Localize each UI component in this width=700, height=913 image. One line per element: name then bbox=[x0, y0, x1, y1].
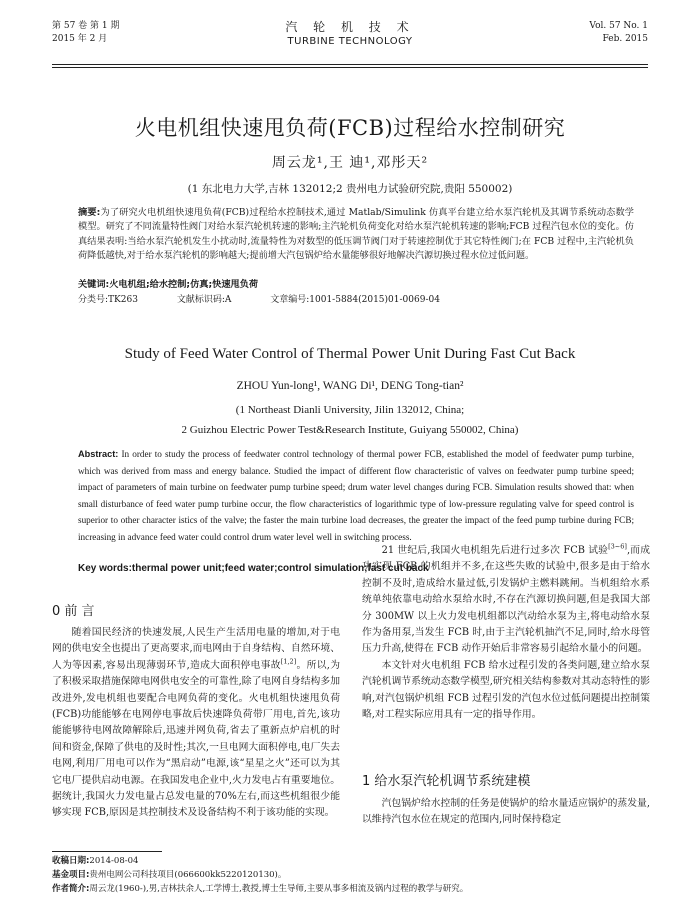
document-code: 文献标识码:A bbox=[176, 295, 232, 305]
keywords-cn-label: 关键词: bbox=[78, 279, 110, 290]
received-label: 收稿日期: bbox=[52, 856, 90, 866]
right-paragraph-1 bbox=[362, 543, 650, 658]
affiliation-en-1: (1 Northeast Dianli University, Jilin 132012, China; bbox=[235, 404, 465, 416]
paper-title-cn: 火电机组快速甩负荷(FCB)过程给水控制研究 bbox=[134, 116, 566, 140]
paragraph-text-cont: 。所以,为了积极采取措施保障电网供电安全的可靠性,除了电网自身结构多加改进外,发电机组也要配合电网负荷的变化。火电机组快速甩负荷(FCB)功能能够在电网停电事故后快速降负荷带厂用电,首先,该功能能够待电网故障解除后,迅速并网负荷,省去了重新点炉启机的时间和资金,保障了供电的及时性;其次,一旦电网大面积停电,电厂失去电网,利用厂用电可以作为“黑启动”电源,该“星星之火”还可以为其它电厂提供启动电源。在我国发电企业中,火力发电占有重要地位。据统计,我国火力发电量占总发电量的70%左右,而这些机组很少能够实现 FCB,原因是其控制技术及设备结构不利于该功能的实现。 bbox=[52, 659, 340, 819]
section-1-body bbox=[362, 796, 650, 829]
footnote-fund bbox=[52, 869, 648, 882]
author-bio-text: 周云龙(1960-),男,吉林扶余人,工学博士,教授,博士生导师,主要从事多相流及锅内过程的教学与研究。 bbox=[89, 884, 469, 894]
footnote-received bbox=[52, 855, 648, 868]
journal-name-cn: 汽 轮 机 技 术 bbox=[285, 20, 415, 34]
affiliation-en-2: 2 Guizhou Electric Power Test&Research Institute, Guiyang 550002, China) bbox=[181, 424, 519, 436]
abstract-en-label: Abstract: bbox=[78, 449, 119, 459]
authors-en: ZHOU Yun-long¹, WANG Di¹, DENG Tong-tian² bbox=[236, 380, 464, 392]
keywords-cn bbox=[78, 278, 634, 292]
volume-cn: 第 57 卷 第 1 期 bbox=[52, 21, 120, 31]
keywords-cn-text: 火电机组;给水控制;仿真;快速甩负荷 bbox=[109, 279, 259, 290]
abstract-cn-label: 摘要: bbox=[78, 207, 101, 218]
footnote-author bbox=[52, 883, 648, 896]
date-cn: 2015 年 2 月 bbox=[52, 34, 108, 44]
paragraph-text: 21 世纪后,我国火电机组先后进行过多次 FCB 试验 bbox=[381, 545, 609, 556]
keywords-en-label: Key words: bbox=[78, 563, 132, 574]
citation: [3~6] bbox=[608, 542, 627, 551]
header-rule-thin bbox=[52, 67, 648, 68]
right-paragraph-3: 汽包锅炉给水控制的任务是使锅炉的给水量适应锅炉的蒸发量,以维持汽包水位在规定的范围内,同时保持稳定 bbox=[362, 798, 650, 826]
section-0-heading: 0 前 言 bbox=[52, 604, 95, 619]
author-bio-label: 作者简介: bbox=[52, 884, 90, 894]
clc-number: 分类号:TK263 bbox=[78, 295, 138, 305]
paper-title-en: Study of Feed Water Control of Thermal Power Unit During Fast Cut Back bbox=[124, 346, 576, 362]
section-0-body bbox=[52, 625, 340, 822]
abstract-en bbox=[78, 446, 634, 546]
citation: [1,2] bbox=[280, 657, 297, 666]
date-en: Feb. 2015 bbox=[602, 34, 648, 44]
paragraph-text-cont: ,而成功实现 FCB 的机组并不多,在这些失败的试验中,很多是由于给水控制不及时,造成给水量过低,引发锅炉主燃料跳闸。当机组给水系统单纯依靠电动给水泵给水时,不存在汽源切换问题,但是我国大部分 300MW 以上火力发电机组都以汽动给水泵为主,将电动给水泵作为备用泵,当发生 FCB 时,由于主汽轮机抽汽不足,同时,给水母管压力升高,使得在 FCB 动作开始后非常容易引起给水量小的问题。 bbox=[362, 545, 650, 655]
header-center bbox=[52, 20, 648, 48]
section-1-heading: 1 给水泵汽轮机调节系统建模 bbox=[362, 774, 531, 789]
right-paragraph-2: 本文针对火电机组 FCB 给水过程引发的各类问题,建立给水泵汽轮机调节系统动态数学模型,研究相关结构参数对其动态特性的影响,对汽包锅炉机组 FCB 过程引发的汽包水位过低问题提出控制策略,对工程实际应用具有一定的指导作用。 bbox=[362, 659, 650, 721]
affiliation-cn: (1 东北电力大学,吉林 132012;2 贵州电力试验研究院,贵阳 550002) bbox=[187, 183, 513, 195]
keywords-en-text: thermal power unit;feed water;control simulation;fast cut back bbox=[131, 563, 429, 574]
running-header bbox=[52, 20, 648, 60]
right-column-body bbox=[362, 543, 650, 723]
classification-row bbox=[78, 294, 634, 307]
journal-name-en: TURBINE TECHNOLOGY bbox=[287, 36, 413, 47]
volume-en: Vol. 57 No. 1 bbox=[589, 21, 648, 31]
authors-cn: 周云龙¹,王 迪¹,邓彤天² bbox=[271, 155, 429, 171]
footnote-rule bbox=[52, 851, 162, 852]
fund-text: 贵州电网公司科技项目(066600kk5220120130)。 bbox=[89, 870, 287, 880]
section-0-paragraph bbox=[52, 625, 340, 822]
article-number: 文章编号:1001-5884(2015)01-0069-04 bbox=[270, 295, 440, 305]
abstract-cn bbox=[78, 206, 634, 263]
header-rule bbox=[52, 64, 648, 65]
received-date: 2014-08-04 bbox=[89, 856, 139, 866]
abstract-en-text: In order to study the process of feedwater control technology of thermal power FCB, established the model of feedwater pump turbine, which was derived from mass and energy balance. Studied the impact of different flow characteristic of valves on feedwater pump turbine speed; impact of parameters of main turbine on feedwater pump turbine speed; drum water level changes during FCB. Simulation results showed that: when small disturbance of feed water pump turbine occur, the flow characteristics of logarithmic type of low-pressure regulating valve for speed control is superior to other character istics of the valve; the faster the main turbine load decreases, the greater the impact of the feed pump turbine during FCB; increasing in advance feed water could control drum water level well in switching process. bbox=[78, 449, 634, 542]
fund-label: 基金项目: bbox=[52, 870, 90, 880]
header-right bbox=[589, 20, 648, 46]
paragraph-text: 随着国民经济的快速发展,人民生产生活用电量的增加,对于电网的供电安全也提出了更高要求,而电网由于自身结构、自然环境、人为等因素,容易出现薄弱环节,造成大面积停电事故 bbox=[52, 627, 340, 671]
abstract-cn-text: 为了研究火电机组快速甩负荷(FCB)过程给水控制技术,通过 Matlab/Simulink 仿真平台建立给水泵汽轮机及其调节系统动态数学模型。研究了不同流量特性阀门对给水泵汽轮机转速的影响;主汽轮机负荷变化对给水泵汽轮机转速的影响;FCB 过程汽包水位的变化。仿真结果表明:当给水泵汽轮机发生小扰动时,流量特性为对数型的低压调节阀门对于转速控制优于其它特性阀门;在 FCB 过程中,主汽轮机负荷降低越快,对于给水泵汽轮机的影响越大;提前增大汽包锅炉给水量能够很好地解决汽源切换过程水位过低问题。 bbox=[78, 207, 634, 261]
